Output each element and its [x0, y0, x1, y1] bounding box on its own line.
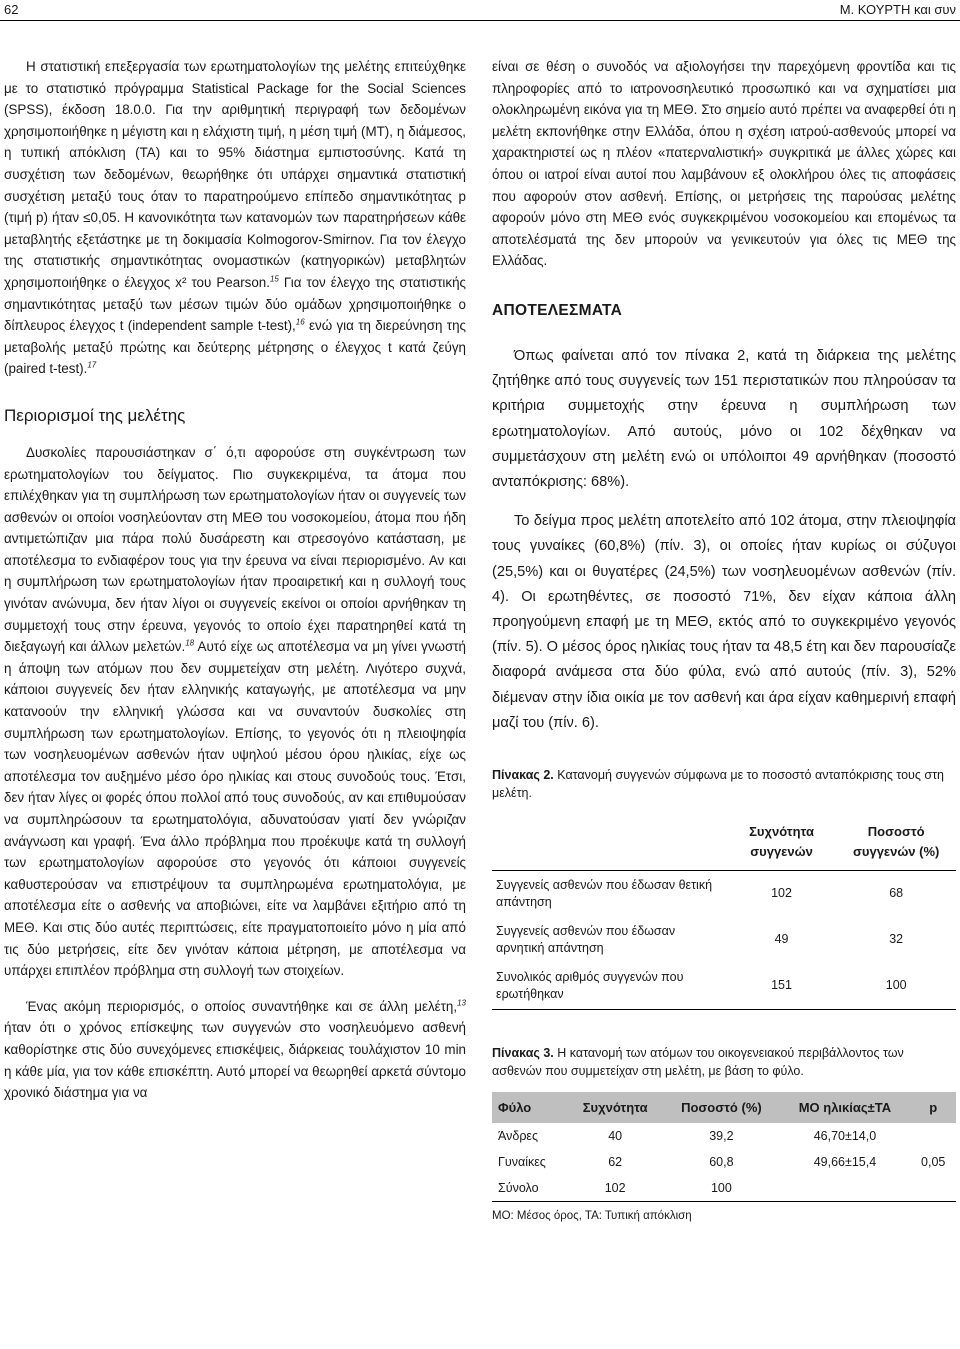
ref-17: 17	[87, 360, 97, 370]
table-row: Συνολικός αριθμός συγγενών που ερωτήθηκαν 151 100	[492, 963, 956, 1010]
table3-header-freq: Συχνότητα	[582, 1099, 648, 1115]
table2-caption: Πίνακας 2. Κατανομή συγγενών σύμφωνα με το ποσοστό ανταπόκρισης τους στη μελέτη.	[492, 767, 944, 800]
table-row: Συγγενείς ασθενών που έδωσαν θετική απάντηση 102 68	[496, 877, 904, 909]
ref-16: 16	[295, 317, 305, 327]
limitations-continued: είναι σε θέση ο συνοδός να αξιολογήσει την παρεχόμενη φροντίδα και τις πληροφορίες από το ιατρονοσηλευτικό προσωπικό και να σχηματίσει μια ολοκληρωμένη εικόνα για τη ΜΕΘ. Στο σημείο αυτό πρέπει να αναφερθεί ότι η μελέτη εκπονήθηκε στην Ελλάδα, όπου η σχέση ιατρού-ασθενούς μπορεί να χαρακτηριστεί ως η πλέον «πατερναλιστική» συγκριτικά με άλλες χώρες και όπου οι ιατροί είναι αυτοί που λαμβάνουν εξ ολοκλήρου όλες τις αποφάσεις που αφορούν στον ασθενή. Επίσης, οι μετρήσεις της παρούσας μελέτης αφορούν μόνο στη ΜΕΘ ενός συγκεκριμένου νοσοκομείου και επομένως τα αποτελέσματά της δεν μπορούν να γενικευτούν για όλες τις ΜΕΘ της Ελλάδας.	[492, 59, 956, 269]
section-title-limitations: Περιορισμοί της μελέτης	[4, 405, 186, 425]
table-row: Συγγενείς ασθενών που έδωσαν αρνητική απάντηση 49 32	[496, 923, 904, 955]
right-column	[492, 56, 956, 1222]
header-rule	[0, 20, 960, 21]
table3-header-pct: Ποσοστό (%)	[681, 1099, 762, 1115]
table3-caption: Πίνακας 3. Η κατανομή των ατόμων του οικογενειακού περιβάλλοντος των ασθενών που συμμετείχαν στη μελέτη, με βάση το φύλο.	[492, 1045, 904, 1078]
table3-footnote: ΜΟ: Μέσος όρος, ΤΑ: Τυπική απόκλιση	[492, 1209, 692, 1222]
results-paragraph-1: Όπως φαίνεται από τον πίνακα 2, κατά τη διάρκεια της μελέτης ζητήθηκε από τους συγγενείς των 151 περιστατικών που πληρούσαν τα κριτήρια συμμετοχής στην έρευνα η συμπλήρωση των ερωτηματολογίων. Από αυτούς, μόνο οι 102 δέχθηκαν να συμμετάσχουν στη μελέτη ενώ οι υπόλοιποι 49 αρνήθηκαν (ποσοστό ανταπόκρισης: 68%).	[492, 347, 956, 490]
ref-18: 18	[185, 638, 195, 648]
table3	[492, 1092, 956, 1202]
results-paragraph-2: Το δείγμα προς μελέτη αποτελείτο από 102 άτομα, στην πλειοψηφία τους γυναίκες (60,8%) (πίν. 3), οι οποίες ήταν κυρίως οι σύζυγοι (25,5%) και οι θυγατέρες (24,5%) των νοσηλευομένων ασθενών (πίν. 4). Οι ερωτηθέντες, σε ποσοστό 71%, δεν είχαν κάποια άλλη προηγούμενη επαφή με τη ΜΕΘ, εκτός από το συγκεκριμένο γεγονός (πίν. 5). Ο μέσος όρος ηλικίας τους ήταν τα 48,5 έτη και δεν παρουσίαζε διαφορά ανάμεσα στα δύο φύλα, ενώ από αυτούς (πίν. 3), 52% διέμεναν στην ίδια οικία με τον ασθενή και άρα είχαν καθημερινή επαφή μαζί του (πίν. 6).	[492, 513, 956, 731]
table2	[492, 814, 956, 1010]
limitations-paragraph-2: Ένας ακόμη περιορισμός, ο οποίος συναντήθηκε και σε άλλη μελέτη,$^{13}$ ήταν ότι ο χρόνος επίσκεψης των συγγενών στο νοσηλευόμενο ασθενή καθορίστηκε στις δύο συνεχόμενες επισκέψεις, διάρκειας τουλάχιστον 10 min η κάθε μία, για τον κάθε επισκέπτη. Αυτό μπορεί να θεωρηθεί αρκετά σύντομο χρονικό διάστημα για να	[4, 998, 466, 1101]
page-number: 62	[4, 2, 19, 17]
table-row: Άνδρες 40 39,2 46,70±14,0	[498, 1128, 877, 1143]
page-header	[0, 0, 960, 22]
running-head: Μ. ΚΟΥΡΤΗ και συν	[839, 2, 956, 17]
section-title-results: ΑΠΟΤΕΛΕΣΜΑΤΑ	[492, 301, 623, 319]
left-column	[4, 56, 466, 1104]
table3-header-age: ΜΟ ηλικίας±ΤΑ	[798, 1099, 892, 1115]
table2-header-pct: Ποσοστό συγγενών (%)	[853, 823, 940, 859]
table-row: Γυναίκες 62 60,8 49,66±15,4 0,05	[498, 1154, 946, 1169]
table2-header-freq: Συχνότητα συγγενών	[749, 823, 814, 859]
table3-header-p: p	[929, 1099, 938, 1115]
table3-header-sex: Φύλο	[498, 1099, 532, 1115]
methods-paragraph: Η στατιστική επεξεργασία των ερωτηματολογίων της μελέτης επιτεύχθηκε με το στατιστικό πρόγραμμα Statistical Package for the Social Sciences (SPSS), έκδοση 18.0.0. Για την αριθμητική περιγραφή των δεδομένων χρησιμοποιήθηκε η μέγιστη και η ελάχιστη τιμή, η μέση τιμή (ΜΤ), η διάμεσος, η τυπική απόκλιση (ΤΑ) και το 95% διάστημα εμπιστοσύνης. Κατά τη συσχέτιση των δεδομένων, θεωρήθηκε ότι υπάρχει σημαντικά στατιστική συσχέτιση μεταξύ τους όταν το παρατηρούμενο επίπεδο σημαντικότητας p (τιμή p) ήταν ≤0,05. Η κανονικότητα των κατανομών των παρατηρήσεων κάθε μεταβλητής εξετάστηκε με τη δοκιμασία Kolmogorov-Smirnov. Για τον έλεγχο της στατιστικής σημαντικότητας ονομαστικών (κατηγορικών) μεταβλητών χρησιμοποιήθηκε ο έλεγχος x² του Pearson.$^{15}$ Για τον έλεγχο της στατιστικής σημαντικότητας μεταξύ των μέσων τιμών δύο ομάδων χρησιμοποιήθηκε ο δίπλευρος έλεγχος t (independent sample t-test),$^{16}$ ενώ για τη διερεύνηση της μεταβολής μεταξύ πρώτης και δεύτερης μέτρησης ο έλεγχος t κατά ζεύγη (paired t-test).$^{17}$	[4, 59, 466, 377]
ref-13: 13	[457, 998, 466, 1008]
table-row: Σύνολο 102 100	[492, 1175, 956, 1202]
ref-15: 15	[269, 274, 279, 284]
limitations-paragraph: Δυσκολίες παρουσιάστηκαν σ΄ ό,τι αφορούσε στη συγκέντρωση των ερωτηματολογίων του δείγματος. Πιο συγκεκριμένα, τα άτομα που επιλέχθηκαν για τη συμπλήρωση των ερωτηματολογίων ήταν οι συγγενείς των ασθενών οι οποίοι νοσηλεύονταν στη ΜΕΘ του νοσοκομείου, άτομα που ήδη αντιμετώπιζαν μια πάρα πολύ δυσάρεστη και στρεσογόνο κατάσταση, με αποτέλεσμα το ενδιαφέρον τους για την έρευνα να είναι περιορισμένο. Αν και η συμπλήρωση των ερωτηματολογίων ήταν προαιρετική και η συλλογή τους γινόταν ανώνυμα, δεν ήταν λίγοι οι συγγενείς εκείνοι οι οποίοι αρνήθηκαν τη συμμετοχή τους στην έρευνα, γεγονός το οποίο έχει παρατηρηθεί κατά τη διεξαγωγή και άλλων μελετών.$^{18}$ Αυτό είχε ως αποτέλεσμα να μη γίνει γνωστή η άποψη των ατόμων που δεν συμμετείχαν στη μελέτη. Λιγότερο συχνά, κάποιοι συγγενείς δεν ήταν ελληνικής καταγωγής, με αποτέλεσμα να μην κατανοούν την ελληνική γλώσσα και να συναντούν δυσκολίες στη συμπλήρωση των ερωτηματολογίων. Επίσης, το γεγονός ότι η πλειοψηφία των νοσηλευομένων ασθενών ήταν υψηλού μέσου όρου ηλικίας, είχε ως αποτέλεσμα τον αυξημένο μέσο όρο ηλικίας και στους συνοδούς τους. Έτσι, δεν ήταν λίγες οι φορές όπου πολλοί από τους συνοδούς, αν και επιθυμούσαν να συμπληρώσουν τα ερωτηματολόγια, αδυνατούσαν γιατί δεν γνώριζαν ανάγνωση και γραφή. Ένα άλλο πρόβλημα που προέκυψε κατά τη συλλογή των ερωτηματολογίων αφορούσε στο γεγονός ότι κάποιοι συγγενείς καθυστερούσαν να επιστρέψουν τα συμπληρωμένα ερωτηματολόγια, με αποτέλεσμα είτε ο ασθενής να αποβιώνει, είτε να λαμβάνει εξιτήριο από τη ΜΕΘ. Και στις δύο αυτές περιπτώσεις, είτε πραγματοποιείτο μόνο η μία από τις δύο μετρήσεις, είτε δεν γινόταν κάποια μέτρηση, με αποτέλεσμα να υπάρχει επιπλέον πρόβλημα στη συλλογή των στοιχείων.	[4, 444, 466, 979]
